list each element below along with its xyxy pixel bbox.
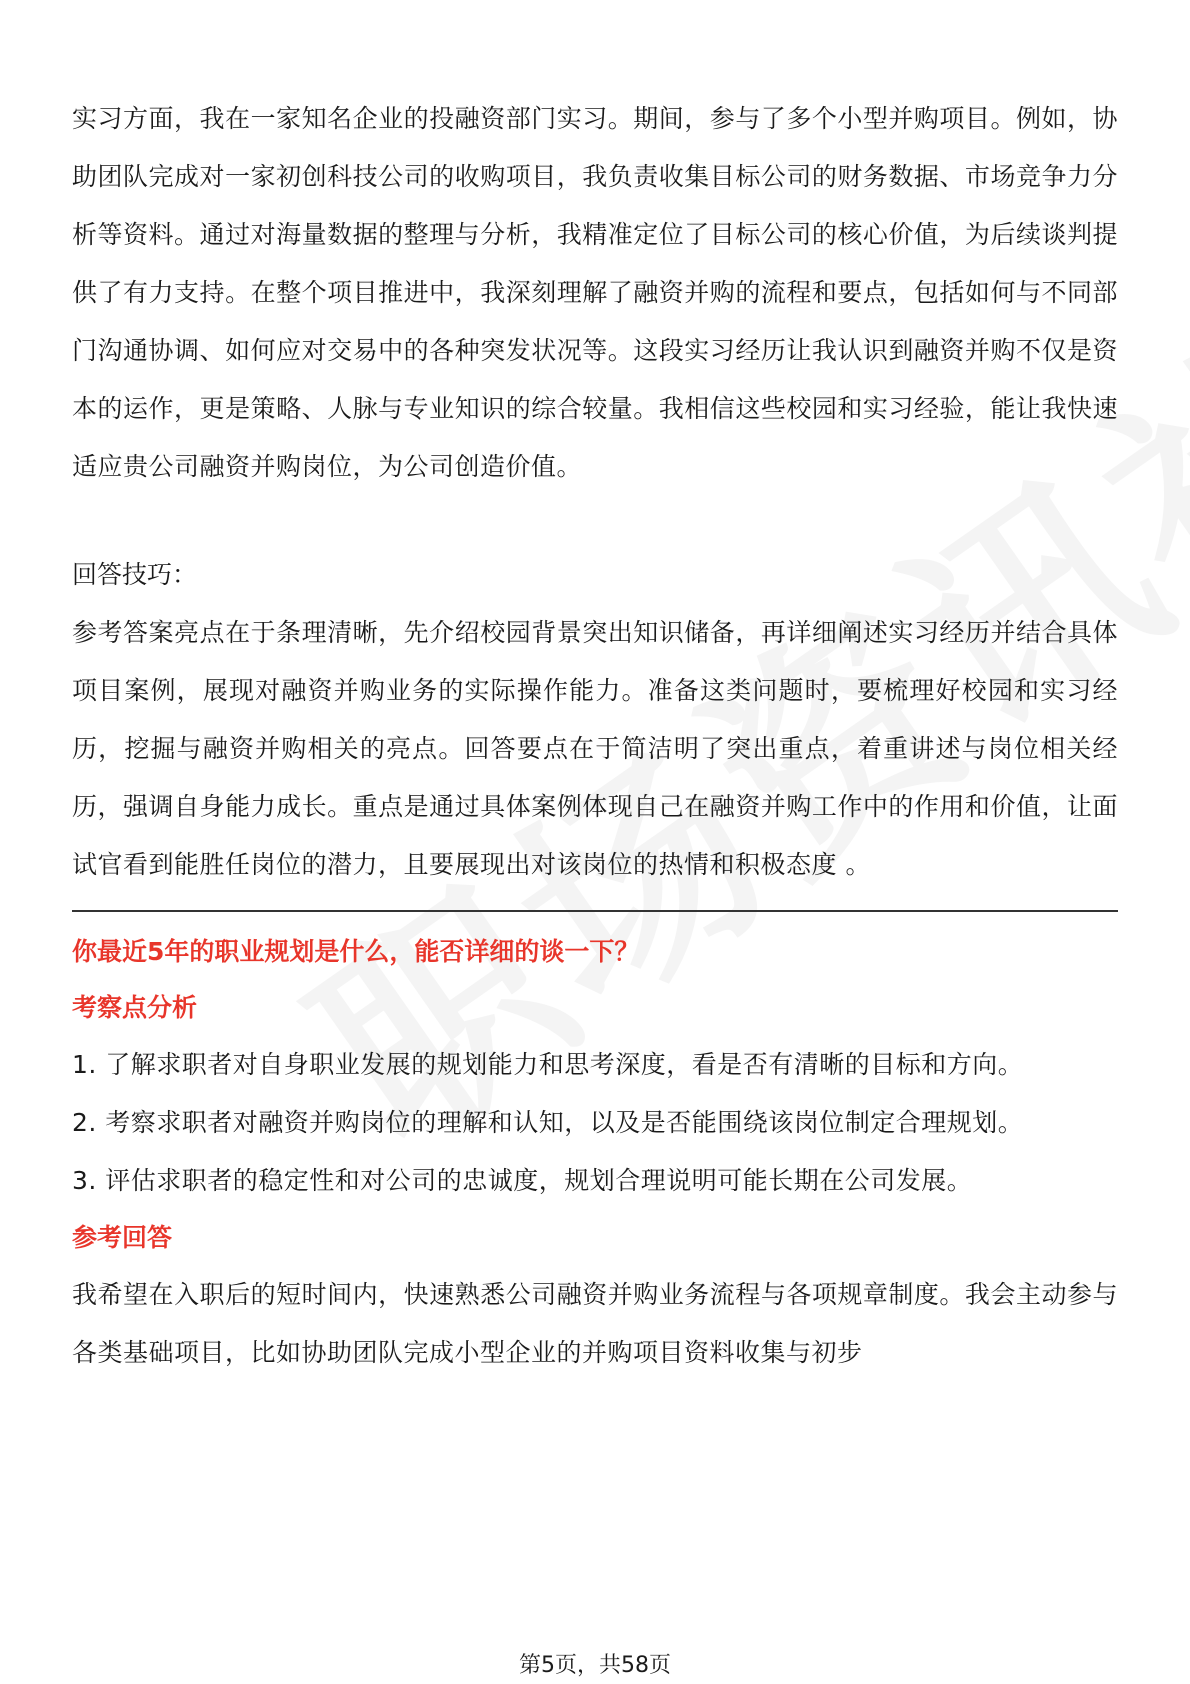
page-number: 第5页，共58页 <box>519 1653 671 1678</box>
analysis-point-3: 3. 评估求职者的稳定性和对公司的忠诚度，规划合理说明可能长期在公司发展。 <box>72 1166 973 1195</box>
analysis-point-2: 2. 考察求职者对融资并购岗位的理解和认知，以及是否能围绕该岗位制定合理规划。 <box>72 1108 1024 1137</box>
internship-paragraph: 实习方面，我在一家知名企业的投融资部门实习。期间，参与了多个小型并购项目。例如，协助团队完成对一家初创科技公司的收购项目，我负责收集目标公司的财务数据、市场竞争力分析等资料。通过对海量数据的整理与分析，我精准定位了目标公司的核心价值，为后续谈判提供了有力支持。在整个项目推进中，我深刻理解了融资并购的流程和要点，包括如何与不同部门沟通协调、如何应对交易中的各种突发状况等。这段实习经历让我认识到融资并购不仅是资本的运作，更是策略、人脉与专业知识的综合较量。我相信这些校园和实习经验，能让我快速适应贵公司融资并购岗位，为公司创造价值。 <box>72 104 1118 481</box>
answer-heading: 参考回答 <box>72 1223 173 1252</box>
spacer <box>72 496 1118 546</box>
tips-label: 回答技巧： <box>72 560 198 589</box>
analysis-heading: 考察点分析 <box>72 993 198 1022</box>
document-page <box>72 90 1118 1382</box>
analysis-point-1: 1. 了解求职者对自身职业发展的规划能力和思考深度，看是否有清晰的目标和方向。 <box>72 1050 1024 1079</box>
tips-paragraph: 参考答案亮点在于条理清晰，先介绍校园背景突出知识储备，再详细阐述实习经历并结合具体项目案例，展现对融资并购业务的实际操作能力。准备这类问题时，要梳理好校园和实习经历，挖掘与融资并购相关的亮点。回答要点在于简洁明了突出重点，着重讲述与岗位相关经历，强调自身能力成长。重点是通过具体案例体现自己在融资并购工作中的作用和价值，让面试官看到能胜任岗位的潜力，且要展现出对该岗位的热情和积极态度 。 <box>72 618 1118 879</box>
question-title: 你最近5年的职业规划是什么，能否详细的谈一下？ <box>72 937 640 966</box>
answer-paragraph: 我希望在入职后的短时间内，快速熟悉公司融资并购业务流程与各项规章制度。我会主动参与各类基础项目，比如协助团队完成小型企业的并购项目资料收集与初步 <box>72 1280 1118 1367</box>
section-divider <box>72 910 1118 912</box>
